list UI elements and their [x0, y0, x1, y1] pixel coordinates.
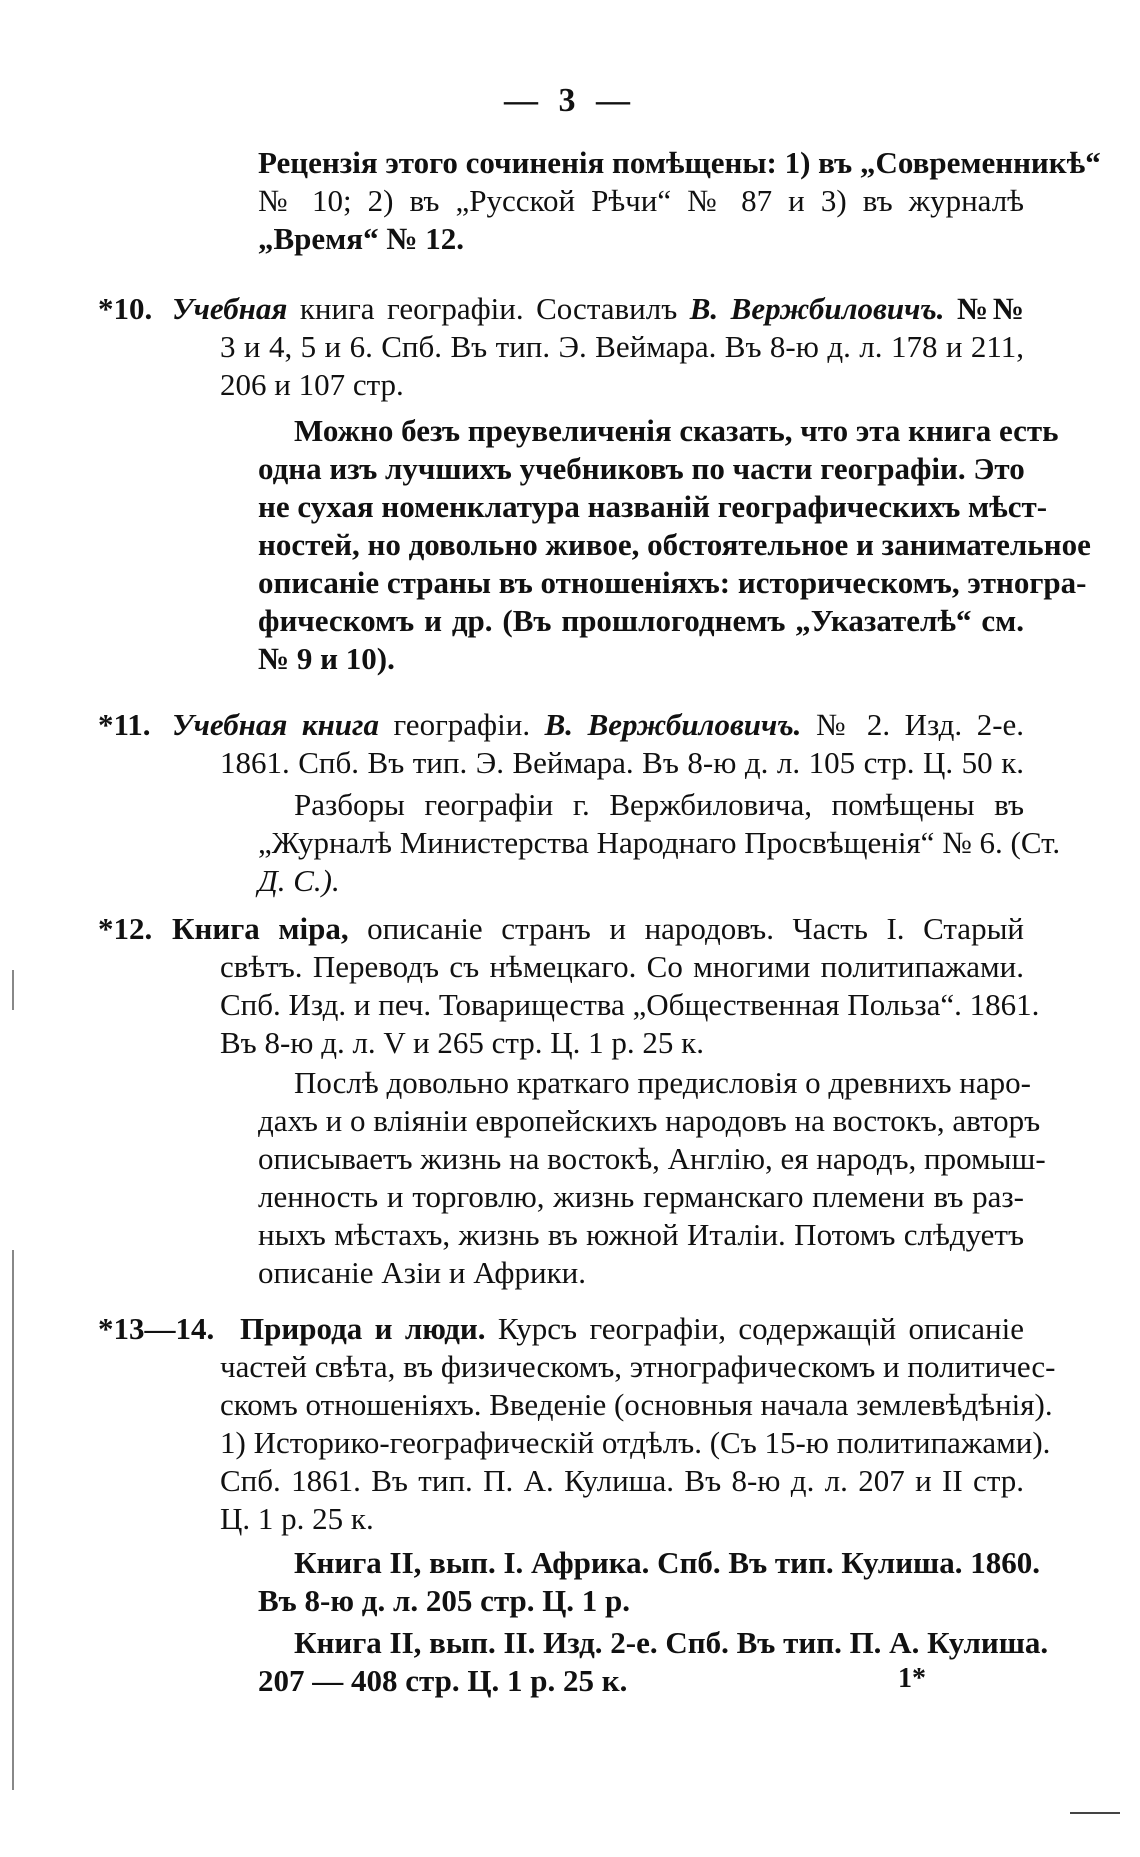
entry-title-tail: №№	[956, 291, 1025, 326]
review-line: фическомъ и др. (Въ прошлогоднемъ „Указателѣ“ см.	[258, 603, 1024, 638]
entry-line: частей свѣта, въ физическомъ, этнографическомъ и политичес-	[220, 1349, 1056, 1384]
entry-number: *13—14.	[98, 1311, 215, 1346]
entry-title-rest: Курсъ географіи, содержащій описаніе	[497, 1311, 1025, 1346]
intro-line: Рецензія этого сочиненія помѣщены: 1) въ „Современникѣ“	[258, 145, 1101, 180]
review-line: Въ 8-ю д. л. 205 стр. Ц. 1 р.	[258, 1583, 631, 1618]
review-line: ностей, но довольно живое, обстоятельное и занимательное	[258, 527, 1091, 562]
entry-first-line	[172, 910, 1024, 948]
review-line: Д. С.).	[258, 863, 340, 898]
review-line: описаніе страны въ отношеніяхъ: историческомъ, этногра-	[258, 565, 1087, 600]
entry-title-rest: книга географіи. Составилъ	[299, 291, 678, 326]
scan-edge-left	[12, 970, 14, 1010]
entry-first-line	[172, 706, 1024, 744]
entry-first-line	[240, 1310, 1024, 1348]
review-line: дахъ и о вліяніи европейскихъ народовъ на востокъ, авторъ	[258, 1103, 1041, 1138]
review-line: Послѣ довольно краткаго предисловія о древнихъ наро-	[294, 1065, 1031, 1100]
signature-mark: 1*	[898, 1663, 926, 1694]
entry-line: 1) Историко-географическій отдѣлъ. (Съ 15-ю политипажами).	[220, 1425, 1051, 1460]
entry-heading: Природа и люди.	[240, 1311, 486, 1346]
entry-line: Спб. Изд. и печ. Товарищества „Общественная Польза“. 1861.	[220, 987, 1040, 1022]
review-line: ленность и торговлю, жизнь германскаго племени въ раз-	[258, 1179, 1024, 1214]
entry-heading: Книга міра,	[172, 911, 349, 946]
entry-number: *12.	[98, 911, 153, 946]
entry-heading: Учебная книга	[172, 707, 379, 742]
entry-author: В. Вержбиловичъ.	[544, 707, 802, 742]
intro-line: № 10; 2) въ „Русской Рѣчи“ № 87 и 3) въ журналѣ	[258, 183, 1024, 218]
entry-line: 1861. Спб. Въ тип. Э. Веймара. Въ 8-ю д. л. 105 стр. Ц. 50 к.	[220, 745, 1024, 780]
entry-title-rest: описаніе странъ и народовъ. Часть I. Старый	[367, 911, 1024, 946]
review-line: ныхъ мѣстахъ, жизнь въ южной Италіи. Потомъ слѣдуетъ	[258, 1217, 1024, 1252]
entry-line: Въ 8-ю д. л. V и 265 стр. Ц. 1 р. 25 к.	[220, 1025, 704, 1060]
entry-line: 3 и 4, 5 и 6. Спб. Въ тип. Э. Веймара. Въ 8-ю д. л. 178 и 211,	[220, 329, 1024, 364]
entry-heading: Учебная	[172, 291, 288, 326]
review-line: не сухая номенклатура названій географическихъ мѣст-	[258, 489, 1048, 524]
review-line: № 9 и 10).	[258, 641, 395, 676]
review-line: описаніе Азіи и Африки.	[258, 1255, 586, 1290]
page-number: — 3 —	[504, 82, 636, 119]
entry-line: 206 и 107 стр.	[220, 367, 404, 402]
review-line: 207 — 408 стр. Ц. 1 р. 25 к.	[258, 1663, 628, 1698]
entry-first-line	[172, 290, 1024, 328]
entry-number: *10.	[98, 291, 153, 326]
review-line: Книга II, вып. I. Африка. Спб. Въ тип. Кулиша. 1860.	[294, 1545, 1040, 1580]
scan-rule-mark	[1070, 1812, 1120, 1814]
review-line: „Журналѣ Министерства Народнаго Просвѣщенія“ № 6. (Ст.	[258, 825, 1061, 860]
review-line: Разборы географіи г. Вержбиловича, помѣщены въ	[294, 787, 1024, 822]
review-line: Книга II, вып. II. Изд. 2-е. Спб. Въ тип. П. А. Кулиша.	[294, 1625, 1049, 1660]
scan-edge-left-lower	[12, 1250, 14, 1790]
entry-title-rest: географіи.	[393, 707, 531, 742]
entry-line: Спб. 1861. Въ тип. П. А. Кулиша. Въ 8-ю д. л. 207 и II стр.	[220, 1463, 1024, 1498]
entry-author: В. Вержбиловичъ.	[689, 291, 945, 326]
review-line: Можно безъ преувеличенія сказать, что эта книга есть	[294, 413, 1059, 448]
review-line: одна изъ лучшихъ учебниковъ по части географіи. Это	[258, 451, 1025, 486]
entry-line: скомъ отношеніяхъ. Введеніе (основныя начала землевѣдѣнія).	[220, 1387, 1053, 1422]
entry-line: свѣтъ. Переводъ съ нѣмецкаго. Со многими политипажами.	[220, 949, 1024, 984]
entry-line: Ц. 1 р. 25 к.	[220, 1501, 374, 1536]
entry-number: *11.	[98, 707, 151, 742]
intro-line: „Время“ № 12.	[258, 221, 464, 256]
entry-title-tail: № 2. Изд. 2-е.	[815, 707, 1025, 742]
review-line: описываетъ жизнь на востокѣ, Англію, ея народъ, промыш-	[258, 1141, 1046, 1176]
